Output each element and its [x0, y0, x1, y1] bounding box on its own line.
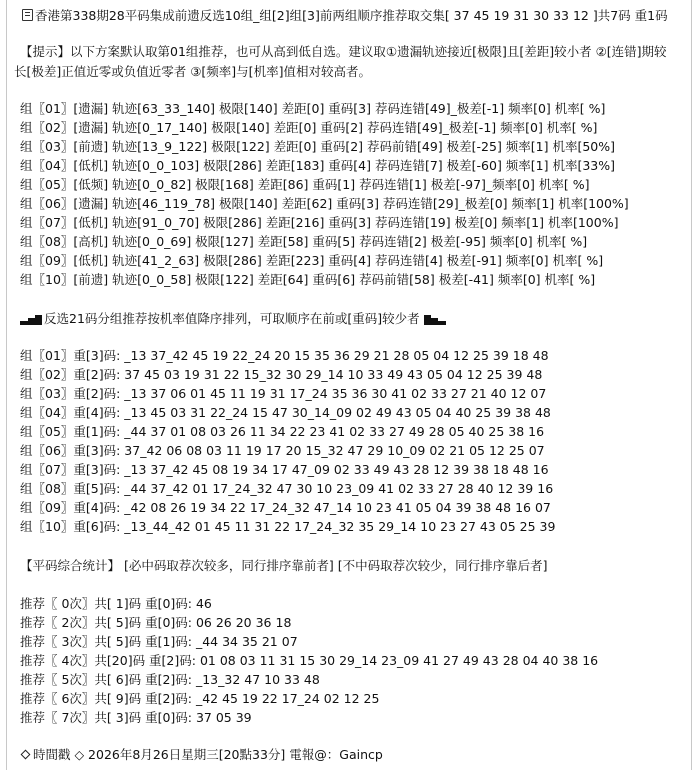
group-row: 组〖10〗[前遗] 轨迹[0_0_58] 极限[122] 差距[64] 重码[6] 荐码前错[58] 极差[-41] 频率[0] 机率[ %] [20, 272, 596, 287]
recommend-row: 推荐〖 4次〗共[20]码 重[2]码: 01 08 03 11 31 15 30 29_14 23_09 41 27 49 43 28 04 40 38 16 [20, 653, 599, 668]
section-21-heading [20, 309, 446, 328]
document-icon [22, 9, 33, 21]
recommend-row: 推荐〖 0次〗共[ 1]码 重[0]码: 46 [20, 596, 212, 611]
footer [20, 745, 383, 764]
group-row: 组〖02〗[遗漏] 轨迹[0_17_140] 极限[140] 差距[0] 重码[2] 荐码连错[49]_极差[-1] 频率[0] 机率[ %] [20, 120, 598, 135]
tip-line-1: 【提示】以下方案默认取第01组推荐，也可从高到低自选。建议取①遗漏轨迹接近[极限]且[差距]较小者 ②[连错]期较 [20, 44, 667, 59]
code-row: 组〖04〗重[4]码: _13 45 03 31 22_24 15 47 30_14_09 02 49 43 05 04 40 25 39 38 48 [20, 405, 551, 420]
group-row: 组〖08〗[高机] 轨迹[0_0_69] 极限[127] 差距[58] 重码[5] 荐码连错[2] 极差[-95] 频率[0] 机率[ %] [20, 234, 588, 249]
group-row: 组〖04〗[低机] 轨迹[0_0_103] 极限[286] 差距[183] 重码[4] 荐码连错[7] 极差[-60] 频率[1] 机率[33%] [20, 158, 616, 173]
code-row: 组〖02〗重[2]码: 37 45 03 19 31 22 15_32 30 29_14 10 33 49 43 05 04 12 25 39 48 [20, 367, 543, 382]
code-row: 组〖05〗重[1]码: _44 37 01 08 03 26 11 34 22 23 41 02 33 27 49 28 05 40 25 38 16 [20, 424, 545, 439]
group-row: 组〖07〗[低机] 轨迹[91_0_70] 极限[286] 差距[216] 重码[3] 荐码连错[19] 极差[0] 频率[1] 机率[100%] [20, 215, 619, 230]
group-row: 组〖05〗[低频] 轨迹[0_0_82] 极限[168] 差距[86] 重码[1] 荐码连错[1] 极差[-97]_频率[0] 机率[ %] [20, 177, 590, 192]
recommend-row: 推荐〖 3次〗共[ 5]码 重[1]码: _44 34 35 21 07 [20, 634, 298, 649]
code-row: 组〖10〗重[6]码: _13_44_42 01 45 11 31 22 17_24_32 35 29_14 10 23 27 43 05 25 39 [20, 519, 556, 534]
tip-line-2: 长[极差]正值近零或负值近零者 ③[频率]与[机率]值相对较高者。 [14, 64, 371, 79]
page-title-text: 香港第338期28平码集成前遗反选10组_组[2]组[3]前两组顺序推荐取交集[ 37 45 19 31 30 33 12 ]共7码 重1码 [35, 8, 668, 23]
code-row: 组〖06〗重[3]码: 37_42 06 08 03 11 19 17 20 15_32 47 29 10_09 02 21 05 12 25 07 [20, 443, 545, 458]
code-row: 组〖09〗重[4]码: _42 08 26 19 34 22 17_24_32 47_14 10 23 41 05 04 39 38 48 16 07 [20, 500, 551, 515]
group-row: 组〖09〗[低机] 轨迹[41_2_63] 极限[286] 差距[223] 重码[4] 荐码连错[4] 极差[-91] 频率[0] 机率[ %] [20, 253, 604, 268]
signal-bars-icon [424, 315, 446, 325]
recommend-row: 推荐〖 5次〗共[ 6]码 重[2]码: _13_32 47 10 33 48 [20, 672, 320, 687]
stats-heading: 【平码综合统计】 [必中码取荐次较多，同行排序靠前者] [不中码取荐次较少，同行排序靠后者] [20, 558, 548, 573]
code-row: 组〖01〗重[3]码: _13 37_42 45 19 22_24 20 15 35 36 29 21 28 05 04 12 25 39 18 48 [20, 348, 549, 363]
footer-text: 時間戳 ◇ 2026年8月26日星期三[20點33分] 電報@：Gaincp [33, 747, 383, 762]
recommend-row: 推荐〖 7次〗共[ 3]码 重[0]码: 37 05 39 [20, 710, 252, 725]
section-21-heading-text: 反选21码分组推荐按机率值降序排列，可取顺序在前或[重码]较少者 [44, 311, 420, 326]
recommend-row: 推荐〖 2次〗共[ 5]码 重[0]码: 06 26 20 36 18 [20, 615, 292, 630]
group-row: 组〖03〗[前遗] 轨迹[13_9_122] 极限[122] 差距[0] 重码[2] 荐码前错[49] 极差[-25] 频率[1] 机率[50%] [20, 139, 616, 154]
code-row: 组〖07〗重[3]码: _13 37_42 45 08 19 34 17 47_09 02 33 49 43 28 12 39 38 18 48 16 [20, 462, 549, 477]
diamond-icon [21, 750, 31, 760]
code-row: 组〖03〗重[2]码: _13 37 06 01 45 11 19 31 17_24 35 36 30 41 02 33 27 21 40 12 07 [20, 386, 547, 401]
page-title [22, 6, 668, 25]
code-row: 组〖08〗重[5]码: _44 37_42 01 17_24_32 47 30 10 23_09 41 02 33 27 28 40 12 39 16 [20, 481, 554, 496]
signal-bars-icon [20, 315, 42, 325]
group-row: 组〖01〗[遗漏] 轨迹[63_33_140] 极限[140] 差距[0] 重码[3] 荐码连错[49]_极差[-1] 频率[0] 机率[ %] [20, 101, 606, 116]
group-row: 组〖06〗[遗漏] 轨迹[46_119_78] 极限[140] 差距[62] 重码[3] 荐码连错[29]_极差[0] 频率[1] 机率[100%] [20, 196, 629, 211]
recommend-row: 推荐〖 6次〗共[ 9]码 重[2]码: _42 45 19 22 17_24 02 12 25 [20, 691, 380, 706]
